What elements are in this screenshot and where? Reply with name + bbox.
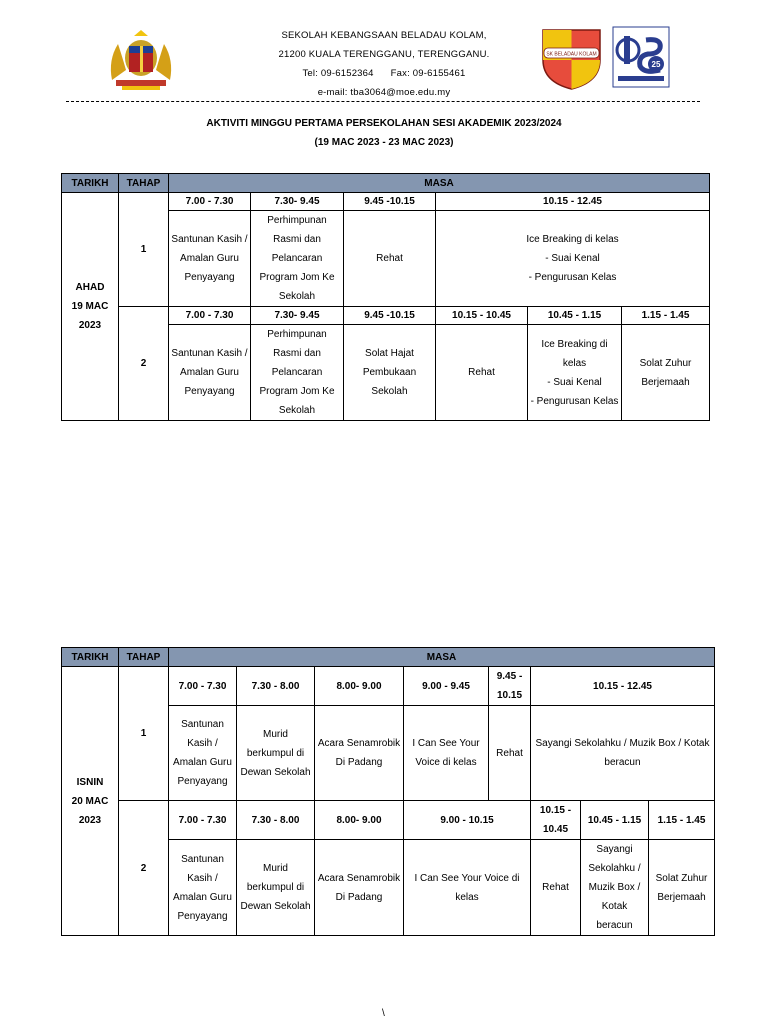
- header-masa: MASA: [169, 174, 710, 193]
- header-tarikh: TARIKH: [62, 174, 119, 193]
- time-slot: 7.30 - 8.00: [237, 667, 315, 706]
- document-titles: [0, 114, 768, 152]
- activity-cell: Rehat: [531, 840, 581, 936]
- activity-cell: Rehat: [344, 211, 436, 307]
- activity-line: Ice Breaking di kelas: [541, 338, 608, 369]
- date-label: 20 MAC: [71, 795, 109, 807]
- activity-cell: Solat Zuhur Berjemaah: [622, 325, 710, 421]
- activity-line: - Pengurusan Kelas: [530, 395, 619, 407]
- time-slot: 10.45 - 1.15: [581, 801, 649, 840]
- tahap-label: 2: [119, 307, 169, 421]
- time-slot: 8.00- 9.00: [315, 801, 404, 840]
- day-label: ISNIN: [76, 776, 104, 788]
- school-tel-fax: Tel: 09-6152364 Fax: 09-6155461: [302, 68, 466, 79]
- time-slot: 10.15 - 10.45: [531, 801, 581, 840]
- header-masa: MASA: [169, 648, 715, 667]
- footer-mark: \: [382, 1008, 385, 1019]
- school-address: 21200 KUALA TERENGGANU, TERENGGANU.: [278, 49, 490, 60]
- time-slot: 9.00 - 9.45: [404, 667, 489, 706]
- header-tarikh: TARIKH: [62, 648, 119, 667]
- activity-cell: Rehat: [436, 325, 528, 421]
- activity-cell: Rehat: [489, 706, 531, 801]
- activity-cell: [528, 325, 622, 421]
- day-label: AHAD: [75, 282, 105, 293]
- tahap-label: 1: [119, 667, 169, 801]
- time-slot: 7.00 - 7.30: [169, 193, 251, 211]
- activity-line: - Suai Kenal: [545, 253, 600, 264]
- time-slot: 7.00 - 7.30: [169, 307, 251, 325]
- school-crest-icon: [540, 26, 603, 90]
- activity-cell: Acara Senamrobik Di Padang: [315, 840, 404, 936]
- activity-cell: Murid berkumpul di Dewan Sekolah: [237, 706, 315, 801]
- date-cell: [62, 667, 119, 936]
- year-label: 2023: [78, 814, 102, 826]
- header-tahap: TAHAP: [119, 174, 169, 193]
- activity-cell: Murid berkumpul di Dewan Sekolah: [237, 840, 315, 936]
- header-tahap: TAHAP: [119, 648, 169, 667]
- tahap-label: 1: [119, 193, 169, 307]
- activity-cell: Perhimpunan Rasmi dan Pelancaran Program Jom Ke Sekolah: [251, 211, 344, 307]
- date-cell: [62, 193, 119, 421]
- date-label: 19 MAC: [71, 301, 109, 312]
- time-slot: 9.00 - 10.15: [404, 801, 531, 840]
- activity-cell: Acara Senamrobik Di Padang: [315, 706, 404, 801]
- time-slot: 1.15 - 1.45: [622, 307, 710, 325]
- time-slot: 7.00 - 7.30: [169, 667, 237, 706]
- activity-cell: Solat Zuhur Berjemaah: [649, 840, 715, 936]
- activity-cell: Santunan Kasih / Amalan Guru Penyayang: [169, 325, 251, 421]
- activity-cell: Solat Hajat Pembukaan Sekolah: [344, 325, 436, 421]
- year-label: 2023: [78, 320, 102, 331]
- time-slot: 7.30- 9.45: [251, 307, 344, 325]
- time-slot: 9.45 -10.15: [344, 193, 436, 211]
- header-divider: [66, 101, 700, 102]
- time-slot: 1.15 - 1.45: [649, 801, 715, 840]
- activity-cell: Sayangi Sekolahku / Muzik Box / Kotak beracun: [531, 706, 715, 801]
- activity-line: - Suai Kenal: [547, 376, 602, 388]
- school-email: e-mail: tba3064@moe.edu.my: [317, 87, 451, 98]
- activity-cell: [436, 211, 710, 307]
- time-slot: 10.45 - 1.15: [528, 307, 622, 325]
- activity-line: - Pengurusan Kelas: [528, 272, 617, 283]
- school-name: SEKOLAH KEBANGSAAN BELADAU KOLAM,: [281, 30, 487, 41]
- activity-cell: I Can See Your Voice di kelas: [404, 840, 531, 936]
- time-slot: 7.00 - 7.30: [169, 801, 237, 840]
- schedule-table-ahad: [61, 173, 710, 421]
- time-slot: 7.30 - 8.00: [237, 801, 315, 840]
- time-slot: 9.45 -10.15: [344, 307, 436, 325]
- time-slot: 10.15 - 12.45: [436, 193, 710, 211]
- activity-line: Ice Breaking di kelas: [526, 234, 619, 245]
- activity-cell: Santunan Kasih / Amalan Guru Penyayang: [169, 706, 237, 801]
- activity-cell: Santunan Kasih / Amalan Guru Penyayang: [169, 211, 251, 307]
- document-title: AKTIVITI MINGGU PERTAMA PERSEKOLAHAN SESI AKADEMIK 2023/2024: [206, 118, 562, 129]
- time-slot: 9.45 - 10.15: [489, 667, 531, 706]
- svg-text:SK BELADAU KOLAM: SK BELADAU KOLAM: [546, 51, 597, 58]
- activity-cell: Perhimpunan Rasmi dan Pelancaran Program Jom Ke Sekolah: [251, 325, 344, 421]
- schedule-table-isnin: [61, 647, 715, 936]
- document-subtitle: (19 MAC 2023 - 23 MAC 2023): [314, 137, 454, 148]
- time-slot: 10.15 - 12.45: [531, 667, 715, 706]
- tahap-label: 2: [119, 801, 169, 936]
- activity-cell: I Can See Your Voice di kelas: [404, 706, 489, 801]
- programme-logo-icon: [612, 26, 670, 88]
- svg-text:25: 25: [651, 60, 661, 69]
- activity-cell: Santunan Kasih / Amalan Guru Penyayang: [169, 840, 237, 936]
- activity-cell: Sayangi Sekolahku / Muzik Box / Kotak beracun: [581, 840, 649, 936]
- time-slot: 8.00- 9.00: [315, 667, 404, 706]
- time-slot: 10.15 - 10.45: [436, 307, 528, 325]
- time-slot: 7.30- 9.45: [251, 193, 344, 211]
